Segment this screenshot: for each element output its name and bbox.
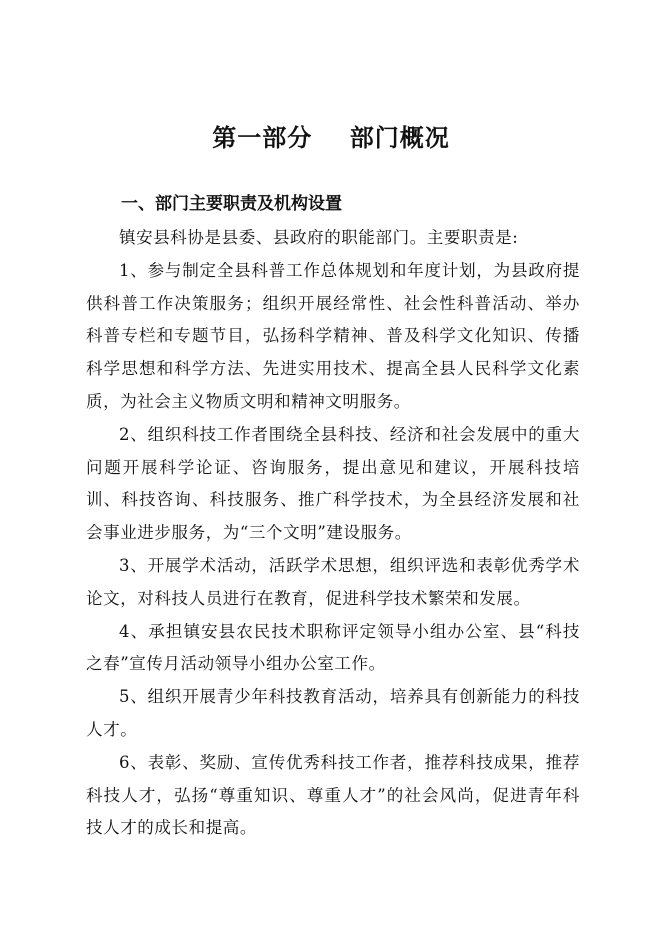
duty-paragraph-4: 4、承担镇安县农民技术职称评定领导小组办公室、县“科技之春”宣传月活动领导小组办公室工作。 — [86, 621, 580, 674]
duty-paragraph-3: 3、开展学术活动，活跃学术思想，组织评选和表彰优秀学术论文，对科技人员进行在教育，促进科学技术繁荣和发展。 — [86, 555, 580, 608]
page-title: 第一部分 部门概况 — [212, 123, 450, 152]
duty-paragraph-1: 1、参与制定全县科普工作总体规划和年度计划，为县政府提供科普工作决策服务；组织开展经常性、社会性科普活动、举办科普专栏和专题节目，弘扬科学精神、普及科学文化知识、传播科学思想和科学方法、先进实用技术、提高全县人民科学文化素质，为社会主义物质文明和精神文明服务。 — [86, 260, 580, 411]
intro-paragraph: 镇安县科协是县委、县政府的职能部门。主要职责是: — [119, 228, 519, 247]
body-text — [86, 222, 580, 845]
duty-paragraph-5: 5、组织开展青少年科技教育活动，培养具有创新能力的科技人才。 — [86, 687, 580, 739]
duty-paragraph-2: 2、组织科技工作者围绕全县科技、经济和社会发展中的重大问题开展科学论证、咨询服务，提出意见和建议，开展科技培训、科技咨询、科技服务、推广科学技术，为全县经济发展和社会事业进步服务，为“三个文明”建设服务。 — [86, 424, 580, 543]
section-heading: 一、部门主要职责及机构设置 — [121, 194, 342, 214]
duty-paragraph-6: 6、表彰、奖励、宣传优秀科技工作者，推荐科技成果，推荐科技人才，弘扬“尊重知识、尊重人才”的社会风尚，促进青年科技人才的成长和提高。 — [86, 752, 580, 838]
